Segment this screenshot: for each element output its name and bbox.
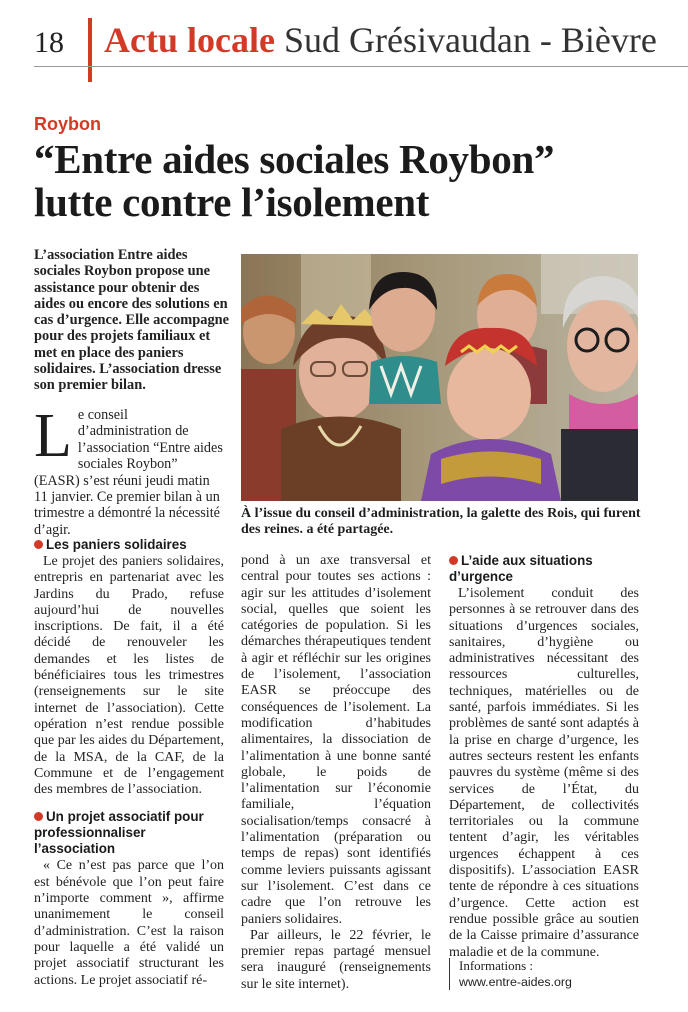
header-divider [88, 18, 92, 82]
bullet-icon [34, 812, 43, 821]
header-rule [34, 66, 688, 67]
lead-text: e conseil d’administration de l’association “Entre aides sociales Roybon” (EASR) s’est réuni jeudi matin 11 janvier. Ce premier bilan à un trimestre a démontré la nécessité d’agir. [34, 407, 223, 538]
page-number: 18 [34, 26, 64, 59]
article-column-2 [241, 553, 431, 993]
paniers-paragraph: Le projet des paniers solidaires, entrepris en partenariat avec les Jardins du Prado, refuse aujourd’hui de nouvelles inscriptions. De fait, il a été décidé de renouveler les demandes et les listes de bénéficiaires tous les trimestres (renseignements sur le site internet de l’association). Cette opération n’est rendue possible que par les aides du Département, de la MSA, de la CAF, de la Commune et de l’engagement des membres de l’association. [34, 554, 224, 798]
article-kicker: Roybon [34, 114, 101, 134]
info-url-link[interactable]: www.entre-aides.org [459, 975, 572, 989]
column-2-paragraph: pond à un axe transversal et central pour toutes ses actions : agir sur les attitudes d’isolement social, quelles que soient les catégories de population. Si les démarches thérapeutiques tendent à agir et réfléchir sur les origines de l’isolement, l’association EASR se préoccupe des conséquences de l’isolement. La modification d’habitudes alimentaires, la dissociation de l’alimentation à une bonne santé globale, le poids de l’alimentation sur l’économie familiale, l’équation socialisation/temps consacré à l’alimentation (préparation ou temps de repas) sont identifiés comme leviers puissants agissant sur l’isolement. C’est dans ce cadre que l’on retrouve les paniers solidaires. [241, 553, 431, 927]
headline-line-1: “Entre aides sociales Roybon” [34, 136, 555, 182]
urgence-paragraph: L’isolement conduit des personnes à se retrouver dans des situations d’urgences sociales, sanitaires, d’hygiène ou administratives nécessitant des ressources culturelles, techniques, matérielles ou de santé, parfois immédiates. Si les problèmes de santé sont adaptés à la prise en charge d’urgence, les autres secteurs restent les enfants pauvres du système (même si des services de l’État, du Département, de collectivités territoriales ou la commune tentent d’agir, les véritables urgences échappent à ces dispositifs). L’association EASR tente de répondre à ces situations d’urgence. Cette action est rendue possible grâce au soutien de la Caisse primaire d’assurance maladie et de la commune. [449, 586, 639, 960]
repas-paragraph: Par ailleurs, le 22 février, le premier repas partagé mensuel sera inauguré (renseignements sur le site internet). [241, 927, 431, 992]
article-chapo: L’association Entre aides sociales Roybon propose une assistance pour obtenir des aides ou encore des solutions en cas d’urgence. Elle accompagne pour des projets familiaux et met en place des paniers solidaires. L’association dresse son premier bilan. [34, 247, 230, 394]
photo-caption: À l’issue du conseil d’administration, la galette des Rois, qui furent des reines. a été partagée. [241, 506, 641, 537]
article-headline [34, 138, 664, 224]
article-photo [241, 254, 638, 501]
projet-paragraph: « Ce n’est pas parce que l’on est bénévole que l’on peut faire n’importe comment », affirme unanimement le conseil d’administration. C’est la raison pour laquelle a été validé un projet associatif structurant les actions. Le projet associatif ré- [34, 858, 224, 988]
headline-line-2: lutte contre l’isolement [34, 179, 430, 225]
lead-paragraph [34, 402, 224, 538]
article-column-1 [34, 537, 224, 989]
drop-cap: L [34, 402, 72, 470]
bullet-icon [449, 556, 458, 565]
section-title [104, 20, 657, 60]
bullet-icon [34, 540, 43, 549]
info-label: Informations : [459, 958, 534, 973]
subheading-projet: Un projet associatif pour professionnaliser l’association [34, 809, 204, 857]
group-photo-illustration [241, 254, 638, 501]
article-column-3 [449, 553, 639, 961]
region-label: Sud Grésivaudan - Bièvre [283, 20, 657, 60]
subheading-urgence: L’aide aux situations d’urgence [449, 553, 593, 584]
info-box [449, 958, 659, 990]
page-header [0, 0, 688, 80]
section-label: Actu locale [104, 20, 275, 60]
subheading-paniers: Les paniers solidaires [34, 537, 224, 553]
